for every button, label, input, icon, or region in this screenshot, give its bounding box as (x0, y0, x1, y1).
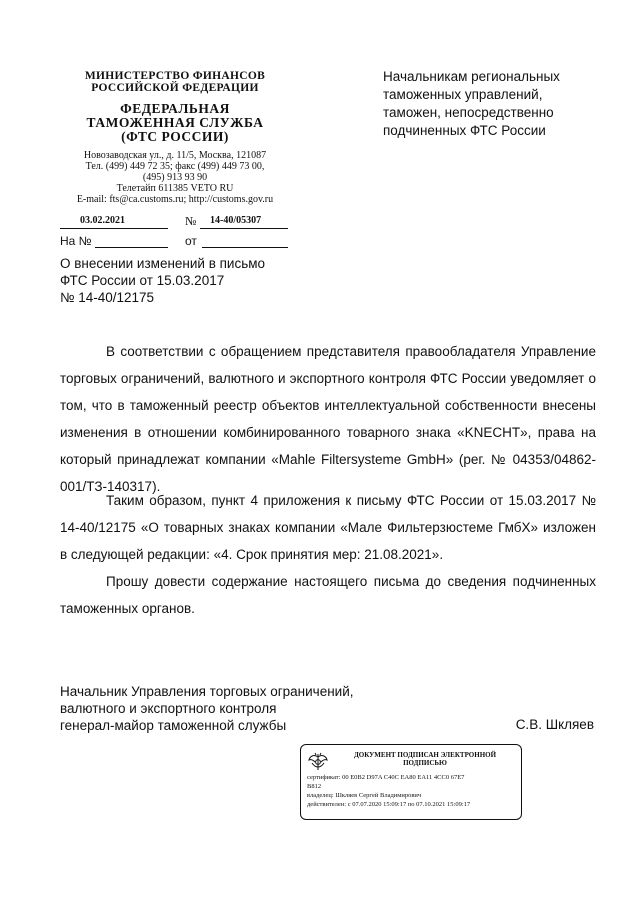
recipient-line: Начальникам региональных (383, 69, 560, 84)
body-paragraph-1: В соответствии с обращением представителя правообладателя Управление торговых ограничений, валютного и экспортного контроля ФТС России уведомляет о том, что в таможенный реестр объектов интеллектуальной собственности внесены изменения в отношении комбинированного товарного знака «KNECHT», права на который принадлежат компании «Mahle Filtersysteme GmbH» (рег. № 04353/04862-001/ТЗ-140317). (60, 344, 596, 494)
service-line: (ФТС РОССИИ) (121, 129, 229, 144)
ministry-line: РОССИЙСКОЙ ФЕДЕРАЦИИ (91, 82, 259, 94)
ref-number-label: На № (60, 234, 92, 248)
recipient-line: подчиненных ФТС России (383, 123, 546, 138)
subject-line: О внесении изменений в письмо (60, 256, 266, 271)
recipient-line: таможен, непосредственно (383, 105, 554, 120)
signer-name: С.В. Шкляев (515, 717, 594, 732)
address-line: Новозаводская ул., д. 11/5, Москва, 121087 (83, 150, 267, 161)
signer-position-line: Начальник Управления торговых ограничений, (60, 684, 354, 699)
service-line: ТАМОЖЕННАЯ СЛУЖБА (86, 115, 264, 130)
subject-block (60, 255, 300, 306)
electronic-signature-stamp (300, 744, 522, 820)
stamp-certificate-cont: B812 (307, 783, 322, 790)
service-name (55, 102, 295, 144)
ref-from-underline (202, 247, 288, 248)
stamp-validity: действителен: с 07.07.2020 15:09:17 по 07.10.2021 15:09:17 (307, 801, 471, 808)
address-line: (495) 913 93 90 (142, 172, 208, 183)
stamp-title-line: ПОДПИСЬЮ (403, 759, 447, 767)
body-paragraph-2: Таким образом, пункт 4 приложения к письму ФТС России от 15.03.2017 № 14-40/12175 «О товарных знаках компании «Мале Фильтерзюстеме ГмбХ» изложен в следующей редакции: «4. Срок принятия мер: 21.08.2021». (60, 493, 596, 562)
ministry-line: МИНИСТЕРСТВО ФИНАНСОВ (84, 70, 266, 82)
number-sign: № (185, 214, 197, 228)
body-paragraph-3: Прошу довести содержание настоящего письма до сведения подчиненных таможенных органов. (60, 574, 596, 616)
document-date: 03.02.2021 (80, 215, 125, 226)
signer-position-line: валютного и экспортного контроля (60, 701, 277, 716)
address-line: Тел. (499) 449 72 35; факс (499) 449 73 00, (85, 161, 265, 172)
number-underline (200, 228, 288, 229)
address-block (55, 150, 295, 205)
stamp-owner: владелец: Шкляев Сергей Владимирович (307, 792, 422, 799)
stamp-title (333, 751, 517, 767)
date-underline (60, 228, 168, 229)
subject-line: № 14-40/12175 (60, 290, 155, 305)
subject-line: ФТС России от 15.03.2017 (60, 273, 225, 288)
coat-of-arms-emblem (307, 751, 329, 773)
signer-position-line: генерал-майор таможенной службы (60, 718, 287, 733)
ref-number-underline (95, 247, 168, 248)
recipient-line: таможенных управлений, (383, 87, 543, 102)
stamp-title-line: ДОКУМЕНТ ПОДПИСАН ЭЛЕКТРОННОЙ (353, 751, 497, 759)
email-line: E-mail: fts@ca.customs.ru; http://customs.gov.ru (76, 194, 274, 205)
ref-from-label: от (185, 234, 197, 248)
stamp-details (307, 773, 519, 809)
service-line: ФЕДЕРАЛЬНАЯ (120, 101, 230, 116)
recipient-block (383, 68, 603, 140)
stamp-certificate: сертификат: 00 E0B2 D97A C40C EA80 EA11 4CC0 67E7 (307, 774, 465, 781)
ministry-name (55, 70, 295, 94)
document-number: 14-40/05307 (210, 215, 262, 226)
address-line: Телетайп 611385 VETO RU (116, 183, 234, 194)
signer-position (60, 683, 400, 734)
